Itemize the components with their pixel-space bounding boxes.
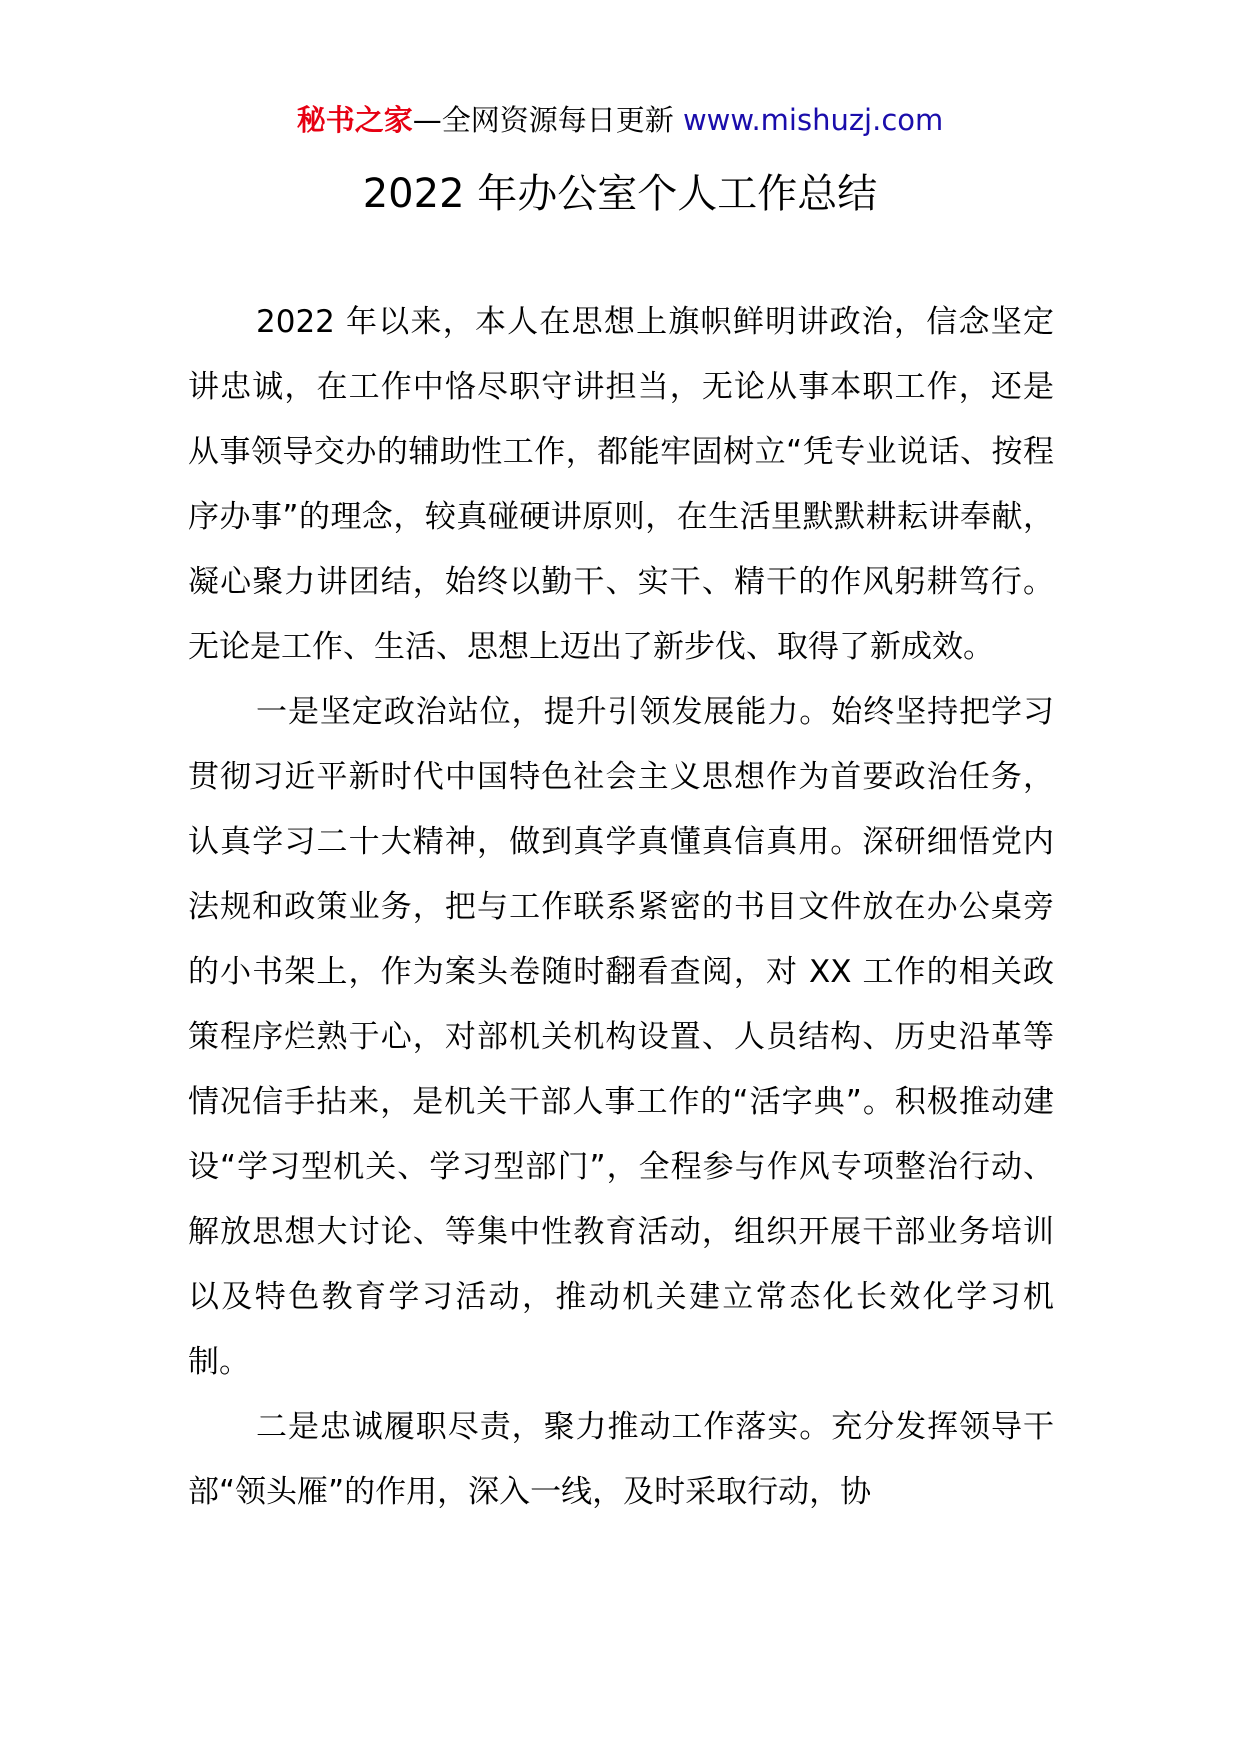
paragraph (188, 1395, 1054, 1525)
paragraph (188, 290, 1054, 680)
site-tagline: —全网资源每日更新 (412, 103, 674, 137)
site-header (0, 100, 1240, 140)
paragraph-text: 始终坚持把学习贯彻习近平新时代中国特色社会主义思想作为首要政治任务，认真学习二十大精神，做到真学真懂真信真用。深研细悟党内法规和政策业务，把与工作联系紧密的书目文件放在办公桌旁的小书架上，作为案头卷随时翻看查阅，对 XX 工作的相关政策程序烂熟于心，对部机关机构设置、人员结构、历史沿革等情况信手拈来，是机关干部人事工作的“活字典”。积极推动建设“学习型机关、学习型部门”，全程参与作风专项整治行动、解放思想大讨论、等集中性教育活动，组织开展干部业务培训以及特色教育学习活动，推动机关建立常态化长效化学习机制。 (188, 694, 1054, 1380)
paragraph-text: 2022 年以来，本人在思想上旗帜鲜明讲政治，信念坚定讲忠诚，在工作中恪尽职守讲担当，无论从事本职工作，还是从事领导交办的辅助性工作，都能牢固树立“凭专业说话、按程序办事”的理念，较真碰硬讲原则，在生活里默默耕耘讲奉献，凝心聚力讲团结，始终以勤干、实干、精干的作风躬耕笃行。无论是工作、生活、思想上迈出了新步伐、取得了新成效。 (188, 304, 1054, 665)
paragraph-text: 充分发挥领导干部“领头雁”的作用，深入一线，及时采取行动，协 (188, 1409, 1054, 1510)
paragraph-lead: 一是坚定政治站位，提升引领发展能力。 (256, 694, 832, 730)
paragraph-lead: 二是忠诚履职尽责，聚力推动工作落实。 (256, 1409, 832, 1445)
document-title: 2022 年办公室个人工作总结 (362, 171, 878, 217)
site-url-link[interactable]: www.mishuzj.com (682, 103, 944, 137)
site-brand: 秘书之家 (296, 103, 413, 137)
paragraph (188, 680, 1054, 1395)
document-body (188, 290, 1054, 1525)
